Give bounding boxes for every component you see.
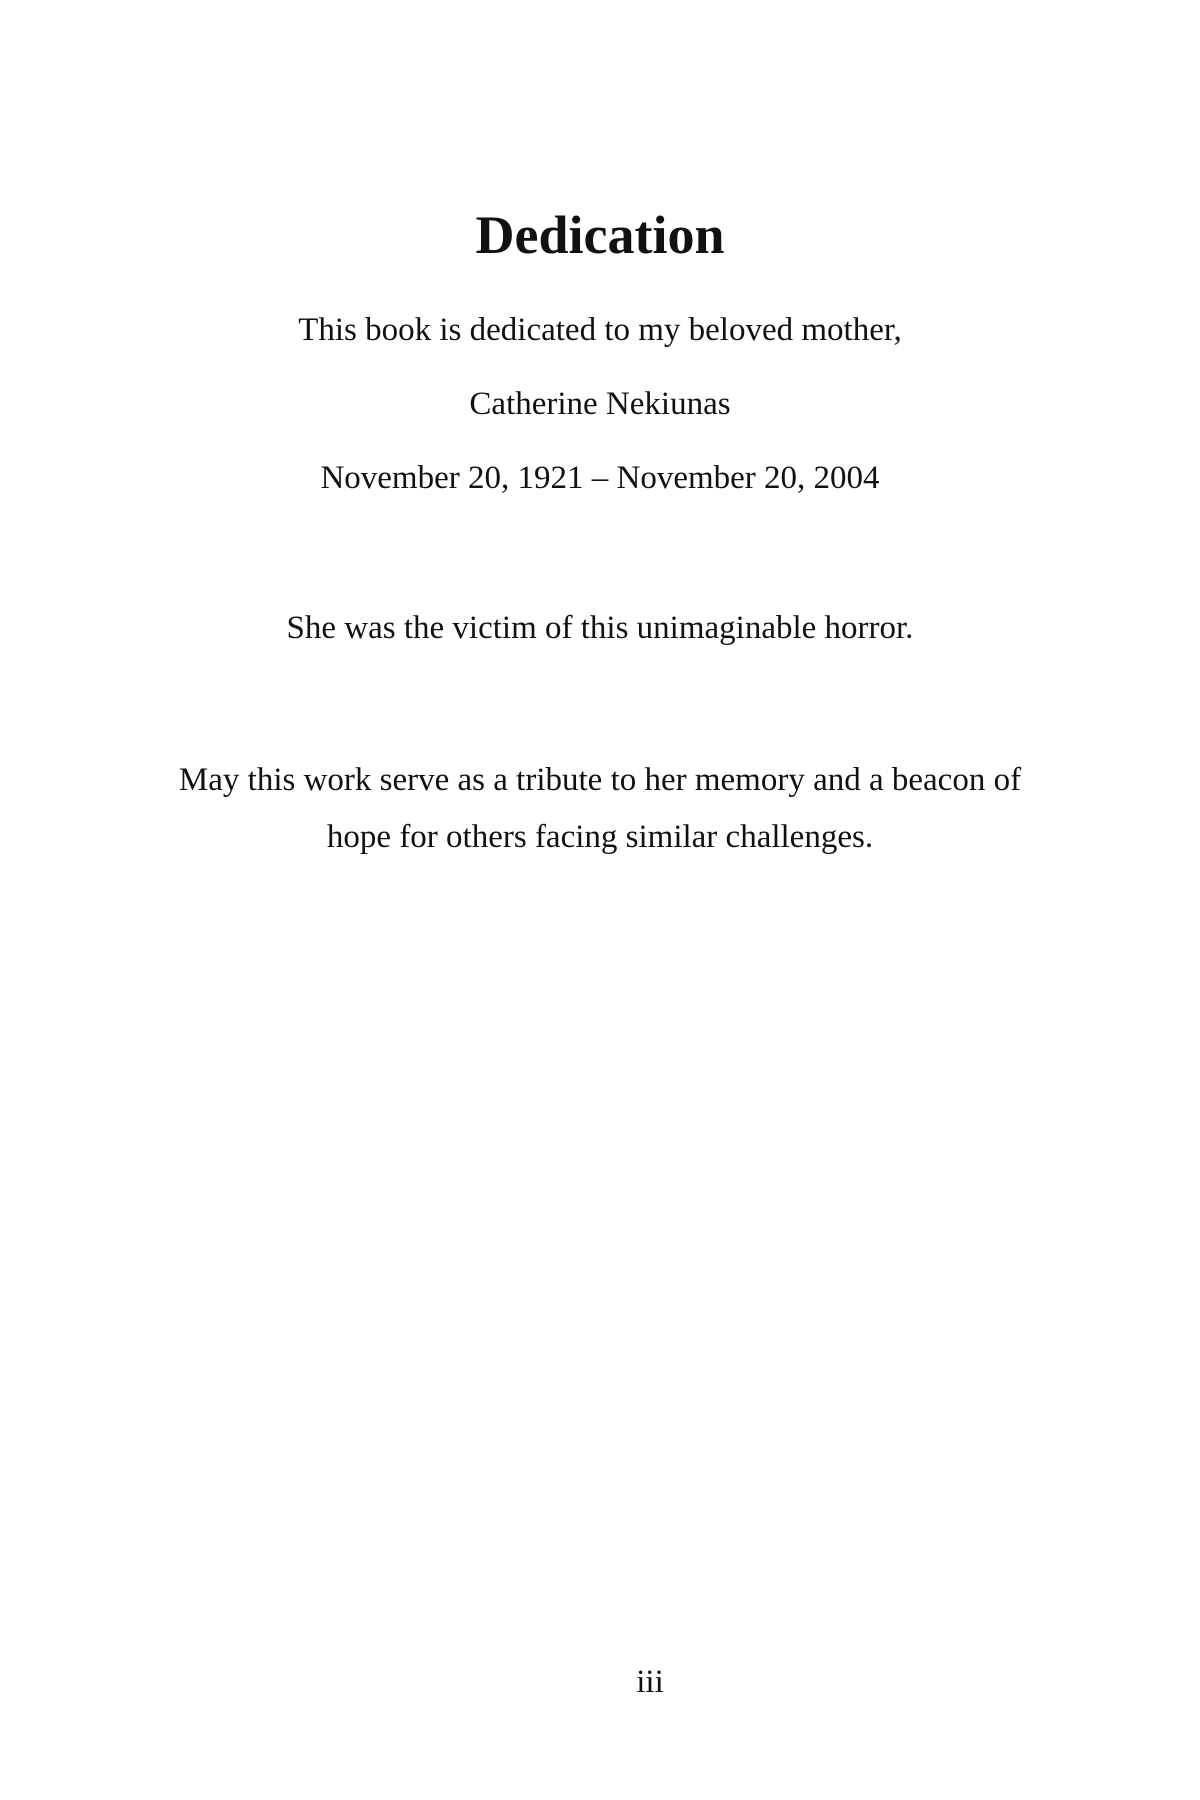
victim-statement: She was the victim of this unimaginable horror. [286,610,914,646]
page-title: Dedication [475,205,725,265]
page-number: iii [636,1664,664,1700]
mother-name: Catherine Nekiunas [469,386,731,422]
dedication-line: This book is dedicated to my beloved mother, [298,312,902,348]
life-dates: November 20, 1921 – November 20, 2004 [320,460,880,496]
tribute-paragraph: May this work serve as a tribute to her memory and a beacon of hope for others facing similar challenges. [178,762,1022,855]
